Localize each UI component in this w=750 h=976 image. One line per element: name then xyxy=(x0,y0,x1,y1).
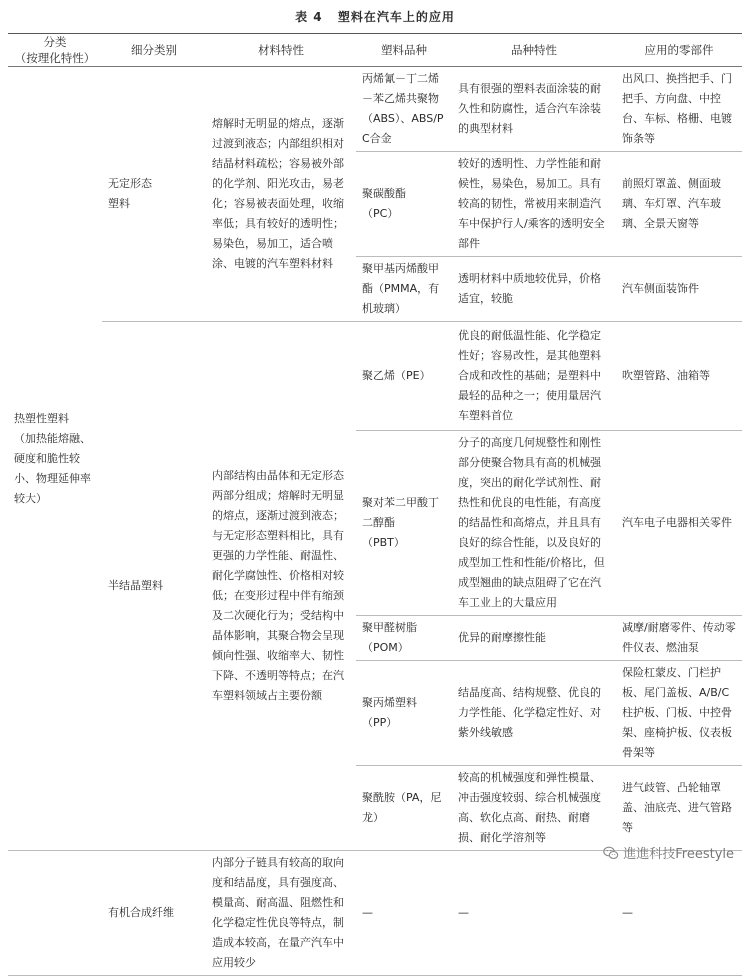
table-row xyxy=(8,322,742,431)
fiber-parts-cell: — xyxy=(616,851,742,976)
subcategory-amorphous-cell: 无定形态 塑料 xyxy=(102,67,206,322)
variety-pbt-parts-cell: 汽车电子电器相关零件 xyxy=(616,431,742,616)
variety-pe-parts-cell: 吹塑管路、油箱等 xyxy=(616,322,742,431)
header-variety: 塑料品种 xyxy=(356,34,452,67)
header-category: 分类 （按理化特性） xyxy=(8,34,102,67)
variety-abs-props-cell: 具有很强的塑料表面涂装的耐久性和防腐性，适合汽车涂装的典型材料 xyxy=(452,67,616,152)
variety-pa-cell: 聚酰胺（PA，尼龙） xyxy=(356,766,452,851)
variety-pp-cell: 聚丙烯塑料 （PP） xyxy=(356,661,452,766)
variety-pom-props-cell: 优异的耐摩擦性能 xyxy=(452,616,616,661)
table-row xyxy=(8,67,742,152)
watermark-text: 進進科技Freestyle xyxy=(623,847,734,862)
variety-pbt-props-cell: 分子的高度几何规整性和刚性部分使聚合物具有高的机械强度，突出的耐化学试剂性、耐热性和优良的电性能，有高度的结晶性和高熔点，并且具有良好的综合性能，以及良好的成型加工性和性能/价格比，但成型翘曲的缺点阻碍了它在汽车工业上的大量应用 xyxy=(452,431,616,616)
plastics-application-table xyxy=(8,33,742,976)
table-title: 塑料在汽车上的应用 xyxy=(337,10,455,24)
header-subcategory: 细分类别 xyxy=(102,34,206,67)
table-row xyxy=(8,851,742,976)
header-parts: 应用的零部件 xyxy=(616,34,742,67)
variety-pmma-parts-cell: 汽车侧面装饰件 xyxy=(616,257,742,322)
semicrystalline-props-cell: 内部结构由晶体和无定形态两部分组成；熔解时无明显的熔点，逐渐过渡到液态；与无定形态塑料相比，具有更强的力学性能、耐温性、耐化学腐蚀性、价格相对较低；在变形过程中伴有缩颈及二次硬化行为；受结构中晶体影响，其聚合物会呈现倾向性强、收缩率大、韧性下降、不透明等特点；在汽车塑料领域占主要份额 xyxy=(206,322,356,851)
variety-pe-cell: 聚乙烯（PE） xyxy=(356,322,452,431)
category-thermoplastic-cell: 热塑性塑料 （加热能熔融、 硬度和脆性较 小、物理延伸率 较大） xyxy=(8,67,102,851)
variety-pp-props-cell: 结晶度高、结构规整、优良的力学性能、化学稳定性好、对紫外线敏感 xyxy=(452,661,616,766)
amorphous-props-cell: 熔解时无明显的熔点，逐渐过渡到液态；内部组织相对结晶材料疏松；容易被外部的化学剂、阳光攻击，易老化；容易被表面处理，收缩率低；具有较好的透明性；易染色，易加工，适合喷涂、电镀的汽车塑料材料 xyxy=(206,67,356,322)
variety-pe-props-cell: 优良的耐低温性能、化学稳定性好；容易改性，是其他塑料合成和改性的基础；是塑料中最轻的品种之一；使用量居汽车塑料首位 xyxy=(452,322,616,431)
variety-pc-props-cell: 较好的透明性、力学性能和耐候性，易染色，易加工。具有较高的韧性，常被用来制造汽车中保护行人/乘客的透明安全部件 xyxy=(452,152,616,257)
header-variety-props: 品种特性 xyxy=(452,34,616,67)
category-fiber-empty-cell xyxy=(8,851,102,976)
variety-pc-cell: 聚碳酸酯 （PC） xyxy=(356,152,452,257)
subcategory-fiber-cell: 有机合成纤维 xyxy=(102,851,206,976)
fiber-variety-cell: — xyxy=(356,851,452,976)
table-caption xyxy=(0,8,750,25)
variety-pc-parts-cell: 前照灯罩盖、侧面玻璃、车灯罩、汽车玻璃、全景天窗等 xyxy=(616,152,742,257)
variety-pom-cell: 聚甲醛树脂 （POM） xyxy=(356,616,452,661)
header-material-props: 材料特性 xyxy=(206,34,356,67)
subcategory-semicrystalline-cell: 半结晶塑料 xyxy=(102,322,206,851)
variety-pbt-cell: 聚对苯二甲酸丁二醇酯 （PBT） xyxy=(356,431,452,616)
wechat-icon xyxy=(603,845,619,861)
fiber-variety-props-cell: — xyxy=(452,851,616,976)
variety-pmma-props-cell: 透明材料中质地较优异，价格适宜，较脆 xyxy=(452,257,616,322)
variety-pa-parts-cell: 进气歧管、凸轮轴罩盖、油底壳、进气管路等 xyxy=(616,766,742,851)
fiber-props-cell: 内部分子链具有较高的取向度和结晶度，具有强度高、模量高、耐高温、阻燃性和化学稳定性优良等特点，制造成本较高，在量产汽车中应用较少 xyxy=(206,851,356,976)
variety-pmma-cell: 聚甲基丙烯酸甲酯（PMMA，有机玻璃） xyxy=(356,257,452,322)
variety-abs-parts-cell: 出风口、换挡把手、门把手、方向盘、中控台、车标、格栅、电镀饰条等 xyxy=(616,67,742,152)
variety-pom-parts-cell: 减摩/耐磨零件、传动零件仪表、燃油泵 xyxy=(616,616,742,661)
variety-abs-cell: 丙烯氰－丁二烯－苯乙烯共聚物（ABS）、ABS/PC合金 xyxy=(356,67,452,152)
header-row xyxy=(8,34,742,67)
table-number: 表 4 xyxy=(295,10,323,24)
watermark xyxy=(603,843,734,862)
variety-pa-props-cell: 较高的机械强度和弹性模量、冲击强度较弱、综合机械强度高、软化点高、耐热、耐磨损、耐化学溶剂等 xyxy=(452,766,616,851)
variety-pp-parts-cell: 保险杠蒙皮、门栏护板、尾门盖板、A/B/C柱护板、门板、中控骨架、座椅护板、仪表板骨架等 xyxy=(616,661,742,766)
